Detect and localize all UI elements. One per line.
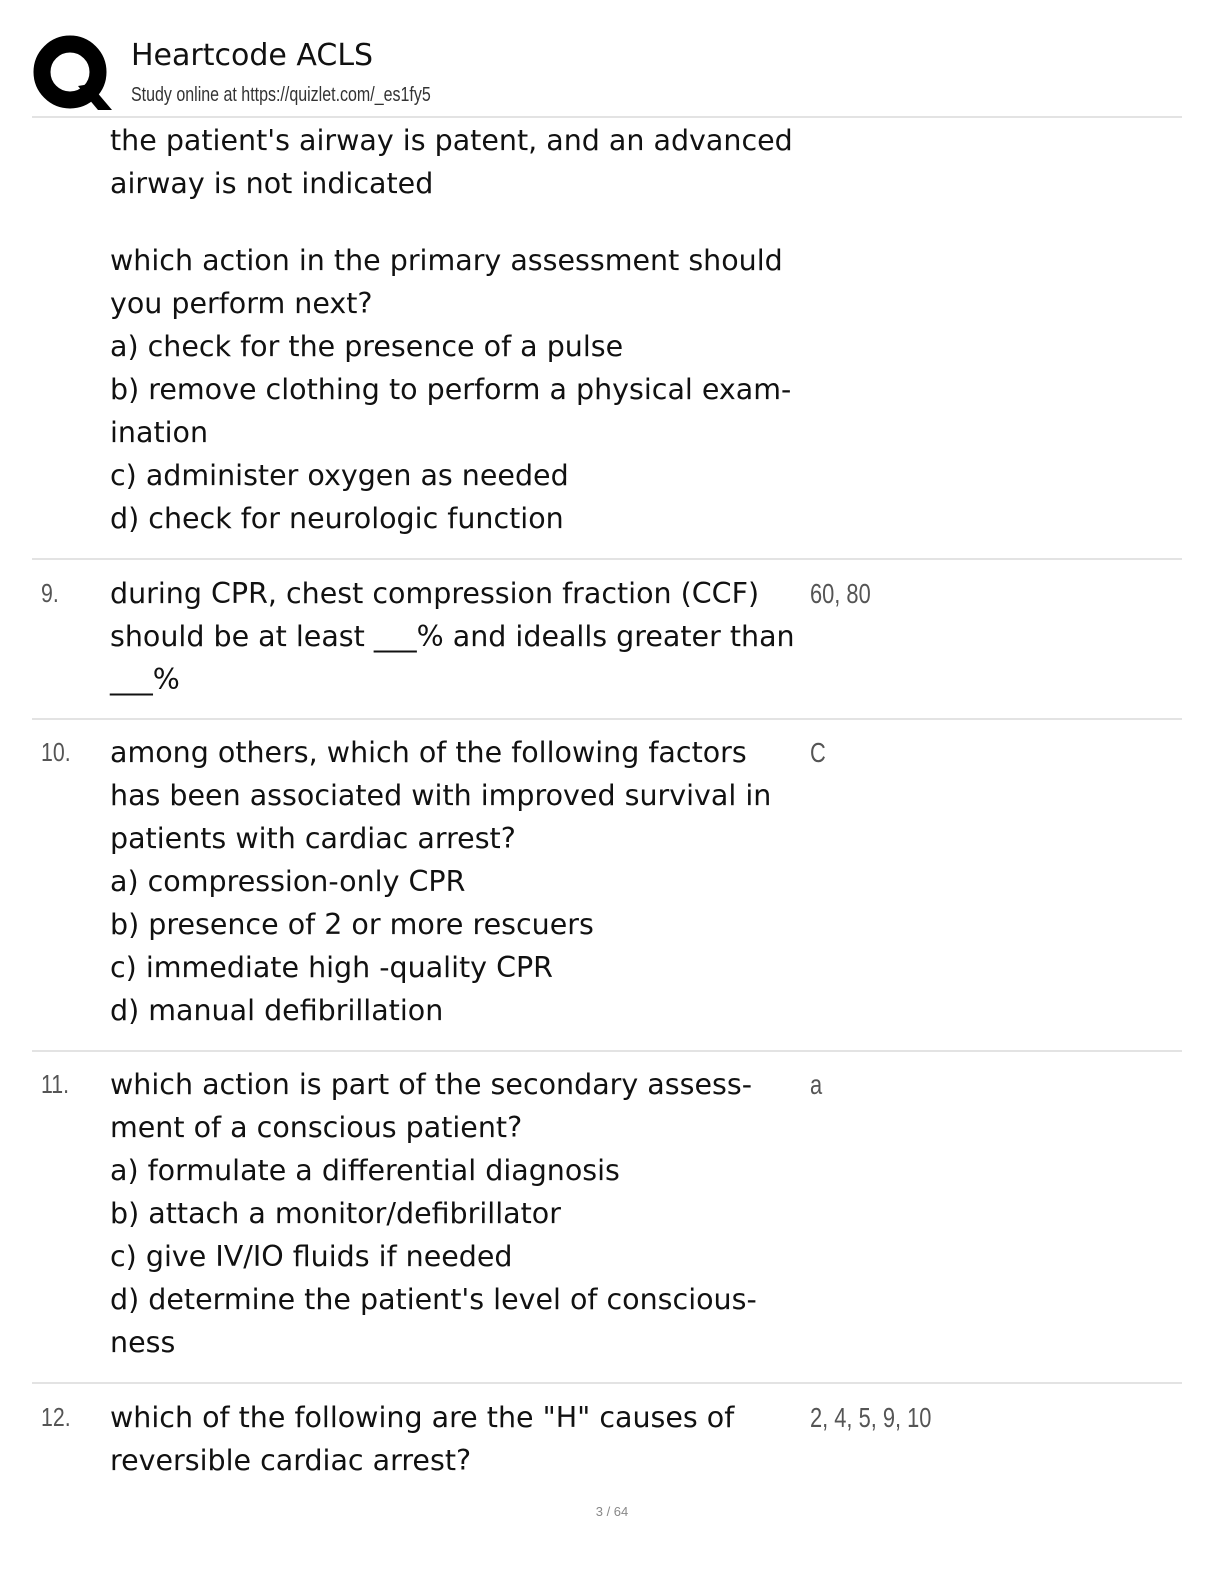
paragraph-gap: [110, 205, 810, 239]
question-line: airway is not indicated: [110, 167, 434, 200]
question-line: which action is part of the secondary assess-: [110, 1068, 752, 1101]
study-link[interactable]: Study online at https://quizlet.com/_es1fy5: [131, 84, 431, 106]
option-line: b) presence of 2 or more rescuers: [110, 908, 594, 941]
option-line: d) manual defibrillation: [110, 994, 444, 1027]
quizlet-logo-icon: [32, 34, 112, 114]
question-text: [110, 1063, 810, 1364]
question-line: patients with cardiac arrest?: [110, 822, 516, 855]
divider: [32, 558, 1182, 560]
answer-text: C: [810, 737, 826, 768]
question-line: ment of a conscious patient?: [110, 1111, 523, 1144]
divider: [32, 1382, 1182, 1384]
question-number: 12.: [41, 1402, 71, 1432]
answer-text: 2, 4, 5, 9, 10: [810, 1402, 932, 1433]
answer-text: 60, 80: [810, 578, 871, 609]
option-line: c) administer oxygen as needed: [110, 459, 569, 492]
divider: [32, 116, 1182, 118]
option-line: a) formulate a differential diagnosis: [110, 1154, 620, 1187]
option-line: a) compression-only CPR: [110, 865, 466, 898]
question-line: has been associated with improved survival in: [110, 779, 772, 812]
option-line: ness: [110, 1326, 176, 1359]
question-number: 10.: [41, 737, 71, 767]
question-text: [110, 572, 810, 701]
question-number: 11.: [41, 1069, 70, 1099]
question-text: [110, 1396, 810, 1482]
option-line: d) determine the patient's level of conscious-: [110, 1283, 757, 1316]
question-line: you perform next?: [110, 287, 373, 320]
question-line: which of the following are the "H" causes of: [110, 1401, 735, 1434]
question-text: [110, 119, 810, 540]
option-line: c) immediate high -quality CPR: [110, 951, 553, 984]
option-line: d) check for neurologic function: [110, 502, 564, 535]
option-line: ination: [110, 416, 209, 449]
question-line: ___%: [110, 663, 180, 696]
option-line: b) attach a monitor/defibrillator: [110, 1197, 561, 1230]
document-title: Heartcode ACLS: [131, 38, 374, 73]
question-line: among others, which of the following factors: [110, 736, 747, 769]
question-line: during CPR, chest compression fraction (CCF): [110, 577, 760, 610]
question-line: should be at least ___% and idealls greater than: [110, 620, 795, 653]
divider: [32, 718, 1182, 720]
answer-text: a: [810, 1069, 823, 1100]
question-line: which action in the primary assessment should: [110, 244, 783, 277]
document-header: [32, 30, 1182, 114]
question-line: the patient's airway is patent, and an advanced: [110, 124, 793, 157]
option-line: a) check for the presence of a pulse: [110, 330, 624, 363]
option-line: c) give IV/IO fluids if needed: [110, 1240, 513, 1273]
page-number: 3 / 64: [595, 1504, 629, 1519]
question-text: [110, 731, 810, 1032]
option-line: b) remove clothing to perform a physical exam-: [110, 373, 792, 406]
question-line: reversible cardiac arrest?: [110, 1444, 472, 1477]
question-number: 9.: [41, 578, 59, 608]
divider: [32, 1050, 1182, 1052]
